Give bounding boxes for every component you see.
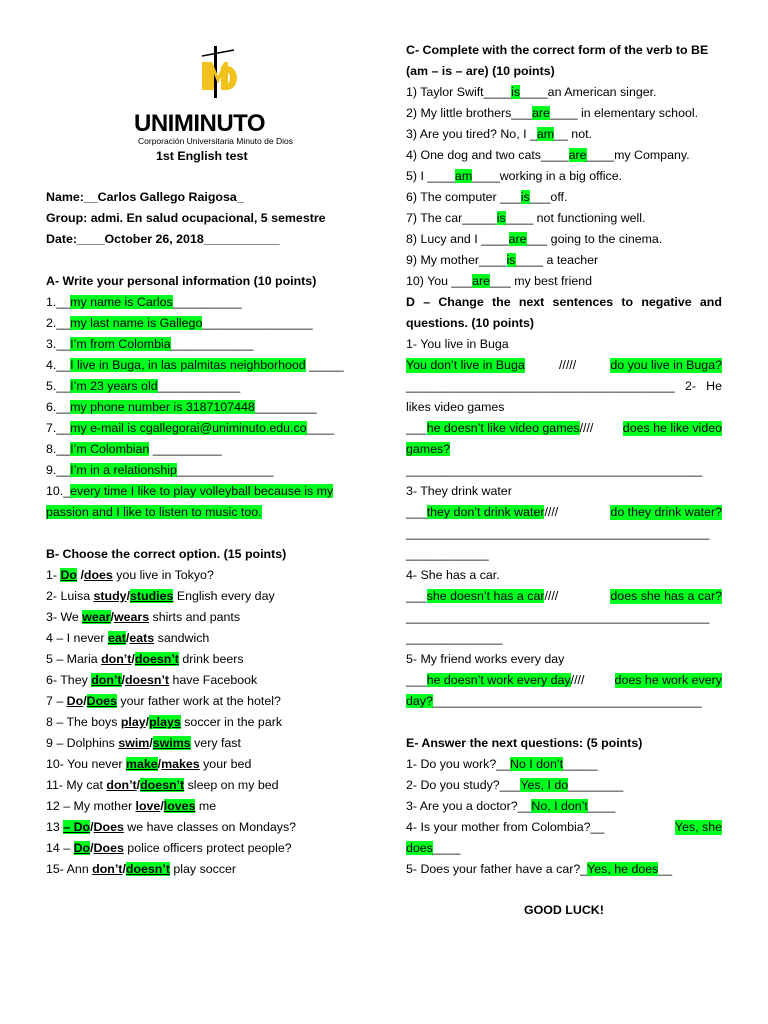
d-q4-blank2: ______________ [406,631,503,645]
item-rest: ___ going to the cinema. [526,232,663,246]
section-c-item [406,232,662,247]
item-answer: I live in Buga, in las palmitas neighborhood [70,358,306,372]
d-q2-he: He [706,379,722,393]
item-rest: ____an American singer. [520,85,657,99]
item-prompt: 7 – [46,694,67,708]
d-q4-prefix: ___ [406,589,427,603]
item-answer: am [454,169,473,183]
d-q1-question: do you live in Buga? [610,358,722,372]
d-q3-blank1: ____________________________________________ [406,526,710,540]
e-q5-blank: __ [658,862,673,876]
d-q3-blank2: ____________ [406,547,489,561]
section-c-item [406,169,622,184]
section-b-item [46,589,275,604]
option-2: Does [93,820,124,834]
item-rest: police officers protect people? [123,841,292,855]
section-b-item [46,820,296,835]
item-blank: _________ [254,400,317,414]
section-b-item [46,568,214,583]
section-b-item [46,736,241,751]
item-prompt: 6- They [46,673,92,687]
item-rest: sandwich [154,631,210,645]
item-answer: are [508,232,527,246]
section-a-item [46,442,222,457]
item-blank: _____ [563,757,598,771]
item-blank: __________ [149,442,222,456]
section-e-item [406,778,623,793]
section-c-item [406,211,646,226]
section-a-item [46,484,362,499]
item-rest: ____working in a big office. [472,169,623,183]
item-rest: you live in Tokyo? [112,568,214,582]
option-separator: / [149,736,153,750]
option-separator: / [160,799,164,813]
d-q5-question: does he work every [614,673,722,687]
title-word: – [423,295,431,309]
option-1: make [125,757,158,771]
e-q4 [406,820,722,835]
section-c-item [406,253,598,268]
d-q3-prefix: ___ [406,505,427,519]
section-c-item [406,190,567,205]
d-q2-blank: ___________________________________________ [406,463,703,477]
item-answer: my phone number is 3187107448 [70,400,255,414]
item-rest: sleep on my bed [184,778,279,792]
section-b-item [46,778,279,793]
d-q5-prefix: ___ [406,673,427,687]
option-2: eats [129,631,155,645]
title-word: negative [641,295,692,309]
section-a-item-cont [46,505,262,520]
d-q2-answer-cont [406,442,450,457]
section-e-item [406,799,615,814]
item-answer: my last name is Gallego [70,316,203,330]
d-q5-answer [406,673,722,688]
option-separator: / [90,841,94,855]
d-q5-question-end: day? [406,694,433,708]
item-rest: shirts and pants [149,610,241,624]
item-answer: every time I like to play volleyball because is my [70,484,334,498]
item-rest: we have classes on Mondays? [123,820,297,834]
option-separator: / [121,673,125,687]
e-q4-blank: ____ [432,841,461,855]
section-a-item [46,400,317,415]
uniminuto-logo [132,40,302,152]
title-word: the [492,295,511,309]
student-group: Group: admi. En salud ocupacional, 5 semestre [46,211,326,225]
item-prompt: 4) One dog and two cats____ [406,148,569,162]
option-2: doesn’t [134,652,179,666]
test-date: Date:____October 26, 2018___________ [46,232,280,246]
student-name: Name:__Carlos Gallego Raigosa_ [46,190,244,204]
section-c-title: C- Complete with the correct form of the verb to BE [406,43,709,57]
item-answer: are [472,274,491,288]
d-q5-sep: //// [570,673,585,687]
section-b-title: B- Choose the correct option. (15 points) [46,547,287,561]
item-prompt: 10- You never [46,757,126,771]
item-answer: is [511,85,521,99]
item-number: 4.__ [46,358,71,372]
item-blank: ________ [568,778,624,792]
item-answer: am [536,127,555,141]
option-2: does [83,568,113,582]
d-q1-prompt: 1- You live in Buga [406,337,509,351]
option-2: doesn’t [140,778,185,792]
d-q2-sep: //// [579,421,594,435]
d-q3-answer [406,505,722,520]
item-prompt: 9 – Dolphins [46,736,119,750]
d-q4-question: does she has a car? [610,589,722,603]
item-answer: I’m in a relationship [70,463,177,477]
item-prompt: 14 – [46,841,74,855]
item-rest: play soccer [169,862,237,876]
option-separator: / [136,778,141,792]
section-a-item [46,295,242,310]
section-d-title [406,295,722,310]
item-prompt: 10) You ___ [406,274,473,288]
item-number: 3.__ [46,337,71,351]
item-blank: ____ [587,799,616,813]
item-number: 10._ [46,484,71,498]
d-q2-question-end: games? [406,442,451,456]
item-rest: drink beers [178,652,244,666]
item-blank: ____ [306,421,335,435]
d-q1-negative: You don’t live in Buga [406,358,525,372]
d-q5-answer-cont [406,694,702,709]
option-2: doesn’t [125,862,170,876]
item-answer: my e-mail is cgallegorai@uniminuto.edu.co [70,421,307,435]
section-a-title: A- Write your personal information (10 points) [46,274,317,288]
item-number: 9.__ [46,463,71,477]
item-prompt: 12 – My mother [46,799,136,813]
d-q2-question: does he like video [622,421,722,435]
item-answer: is [496,211,506,225]
d-q2-negative: he doesn’t like video games [426,421,580,435]
section-c-item [406,274,592,289]
e-q5-answer: Yes, he does [587,862,659,876]
item-prompt: 11- My cat [46,778,107,792]
d-q2-num: 2- [684,379,696,393]
section-b-item [46,862,236,877]
good-luck-text: GOOD LUCK! [524,903,604,917]
d-q1-tail [406,379,722,394]
option-2: doesn’t [124,673,170,687]
d-q5-blank: _______________________________________ [432,694,702,708]
title-word: and [699,295,722,309]
section-b-item [46,610,240,625]
item-prompt: 8) Lucy and I ____ [406,232,509,246]
option-separator: / [131,652,135,666]
option-2: studies [130,589,174,603]
item-prompt: 2- Luisa [46,589,94,603]
option-1: play [120,715,146,729]
option-2: makes [161,757,200,771]
option-2: swims [152,736,191,750]
logo-text: UNIMINUTO [134,110,266,137]
option-1: wear [82,610,111,624]
item-rest: your father work at the hotel? [116,694,281,708]
item-prompt: 7) The car_____ [406,211,497,225]
title-word: next [518,295,545,309]
item-answer: I’m from Colombia [70,337,171,351]
d-q2-prefix: ___ [406,421,427,435]
section-b-item [46,715,282,730]
e-q4-question: 4- Is your mother from Colombia?__ [406,820,605,834]
d-q4-blank1: ____________________________________________ [406,610,710,624]
item-question: 1- Do you work?__ [406,757,510,771]
option-1: – Do [63,820,91,834]
option-1: eat [108,631,126,645]
item-rest: ____my Company. [586,148,690,162]
section-a-item [46,337,253,352]
item-rest: very fast [190,736,241,750]
item-blank: __________ [172,295,242,309]
e-q4-cont [406,841,460,856]
item-number: 1.__ [46,295,71,309]
e-q5 [406,862,672,877]
option-2: wears [113,610,150,624]
item-number: 5.__ [46,379,71,393]
item-answer: Yes, I do [520,778,569,792]
logo-subtitle: Corporación Universitaria Minuto de Dios [138,136,293,146]
option-1: don’t [101,652,132,666]
option-separator: / [126,589,131,603]
option-2: plays [149,715,181,729]
item-prompt: 15- Ann [46,862,93,876]
section-e-title: E- Answer the next questions: (5 points) [406,736,643,750]
d-q4-answer [406,589,722,604]
item-number: 6.__ [46,400,71,414]
item-prompt: 5) I ____ [406,169,455,183]
item-answer: No I don’t [510,757,564,771]
item-rest: your bed [199,757,252,771]
d-q4-negative: she doesn’t has a car [426,589,545,603]
item-answer: is [520,190,530,204]
d-q2-answer [406,421,722,436]
test-title: 1st English test [156,149,248,163]
option-1: Do [73,841,91,855]
option-1: don’t [92,862,123,876]
title-word: D [406,295,415,309]
section-b-item [46,673,257,688]
option-1: study [93,589,127,603]
item-prompt: 5 – Maria [46,652,102,666]
option-2: Does [86,694,117,708]
section-c-item [406,85,657,100]
section-a-item [46,421,334,436]
item-number: 2.__ [46,316,71,330]
item-rest: ____ not functioning well. [505,211,646,225]
section-e-item [406,757,598,772]
item-rest: soccer in the park [180,715,283,729]
option-separator: / [145,715,150,729]
d-q1-blank: _______________________________________ [406,379,675,393]
d-q3-negative: they don’t drink water [426,505,545,519]
section-a-item [46,463,273,478]
item-answer-cont: passion and I like to listen to music too. [46,505,262,519]
title-word: Change [438,295,484,309]
item-rest: me [195,799,217,813]
d-q3-prompt: 3- They drink water [406,484,512,498]
option-2: loves [163,799,196,813]
item-prompt: 6) The computer ___ [406,190,521,204]
item-blank: ____________ [157,379,241,393]
item-prompt: 1- [46,568,61,582]
section-b-item [46,694,281,709]
section-d-subtitle: questions. (10 points) [406,316,535,330]
section-b-item [46,841,292,856]
item-answer: are [532,106,550,120]
option-separator: / [125,631,130,645]
item-answer: I’m 23 years old [70,379,158,393]
item-prompt: 3) Are you tired? No, I _ [406,127,537,141]
item-answer: is [506,253,516,267]
item-prompt: 13 [46,820,64,834]
item-rest: ____ in elementary school. [549,106,699,120]
option-1: love [135,799,161,813]
d-q1-sep: ///// [558,358,577,372]
option-separator: / [77,568,84,582]
option-separator: / [122,862,126,876]
d-q5-negative: he doesn’t work every day [426,673,571,687]
title-word: to [621,295,634,309]
title-word: sentences [552,295,614,309]
item-number: 7.__ [46,421,71,435]
item-answer: No, I don’t [531,799,588,813]
option-2: Does [93,841,124,855]
section-b-item [46,631,209,646]
item-rest: ___off. [529,190,568,204]
item-prompt: 8 – The boys [46,715,121,729]
section-c-item [406,106,698,121]
item-prompt: 1) Taylor Swift____ [406,85,512,99]
d-q4-sep: //// [544,589,559,603]
option-separator: / [90,820,94,834]
option-1: Do [66,694,84,708]
item-prompt: 9) My mother____ [406,253,507,267]
item-blank: _____ [305,358,344,372]
d-q2-prompt: likes video games [406,400,505,414]
d-q5-prompt: 5- My friend works every day [406,652,565,666]
option-separator: / [157,757,162,771]
item-number: 8.__ [46,442,71,456]
item-blank: ________________ [202,316,313,330]
option-1: Do [60,568,77,582]
e-q5-question: 5- Does your father have a car?_ [406,862,588,876]
item-rest: __ not. [554,127,592,141]
item-question: 2- Do you study?___ [406,778,521,792]
section-a-item [46,316,313,331]
item-rest: ___ my best friend [490,274,593,288]
item-rest: English every day [173,589,275,603]
item-question: 3- Are you a doctor?__ [406,799,532,813]
section-c-item [406,127,592,142]
item-blank: ______________ [176,463,274,477]
section-c-item [406,148,690,163]
d-q3-sep: //// [544,505,559,519]
item-rest: have Facebook [169,673,258,687]
item-answer: are [568,148,587,162]
option-1: swim [118,736,150,750]
item-prompt: 3- We [46,610,83,624]
e-q4-answer: Yes, she [674,820,722,834]
section-b-item [46,652,244,667]
item-answer: my name is Carlos [70,295,173,309]
d-q3-question: do they drink water? [610,505,722,519]
option-1: don’t [91,673,122,687]
item-blank: ____________ [170,337,254,351]
option-separator: / [110,610,114,624]
item-prompt: 2) My little brothers___ [406,106,533,120]
option-separator: / [83,694,87,708]
section-a-item [46,358,344,373]
item-rest: ____ a teacher [515,253,599,267]
section-a-item [46,379,240,394]
item-prompt: 4 – I never [46,631,108,645]
section-b-item [46,757,251,772]
section-b-item [46,799,216,814]
d-q4-prompt: 4- She has a car. [406,568,500,582]
d-q1-answer [406,358,722,373]
item-answer: I’m Colombian [70,442,150,456]
e-q4-answer-end: does [406,841,433,855]
option-1: don’t [106,778,137,792]
section-c-subtitle: (am – is – are) (10 points) [406,64,555,78]
